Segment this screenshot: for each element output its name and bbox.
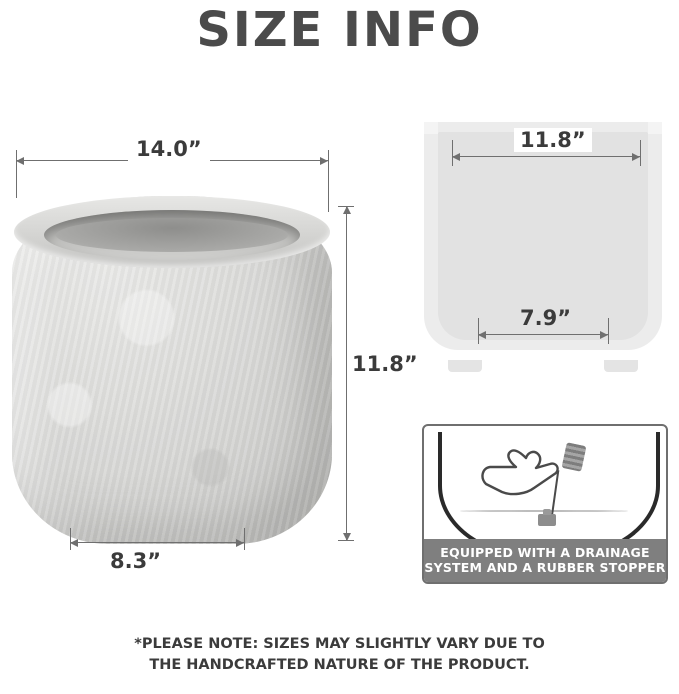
drainage-banner: [424, 539, 666, 582]
planter-product-photo: [12, 196, 332, 544]
cross-section-foot-right: [604, 360, 638, 372]
dimension-inner-base-width-label: 7.9”: [514, 306, 577, 330]
page-title: SIZE INFO: [196, 2, 483, 58]
dimension-base-width-label: 8.3”: [110, 549, 162, 573]
drainage-callout-panel: [422, 424, 668, 584]
dimension-height-label: 11.8”: [352, 352, 418, 376]
drainage-banner-line2: SYSTEM AND A RUBBER STOPPER: [424, 560, 666, 575]
cross-section-rim-right: [648, 122, 662, 134]
footnote: [0, 634, 679, 676]
cross-section-rim-left: [424, 122, 438, 134]
cross-section-foot-left: [448, 360, 482, 372]
pot-interior-shadow: [56, 218, 288, 252]
dimension-inner-top-width-label: 11.8”: [514, 128, 592, 152]
dimension-top-width-label: 14.0”: [128, 137, 210, 161]
footnote-line2: THE HANDCRAFTED NATURE OF THE PRODUCT.: [149, 657, 530, 673]
footnote-line1: *PLEASE NOTE: SIZES MAY SLIGHTLY VARY DUE TO: [134, 636, 545, 652]
drain-hole-stopper: [538, 514, 556, 526]
drainage-banner-line1: EQUIPPED WITH A DRAINAGE: [440, 545, 650, 560]
